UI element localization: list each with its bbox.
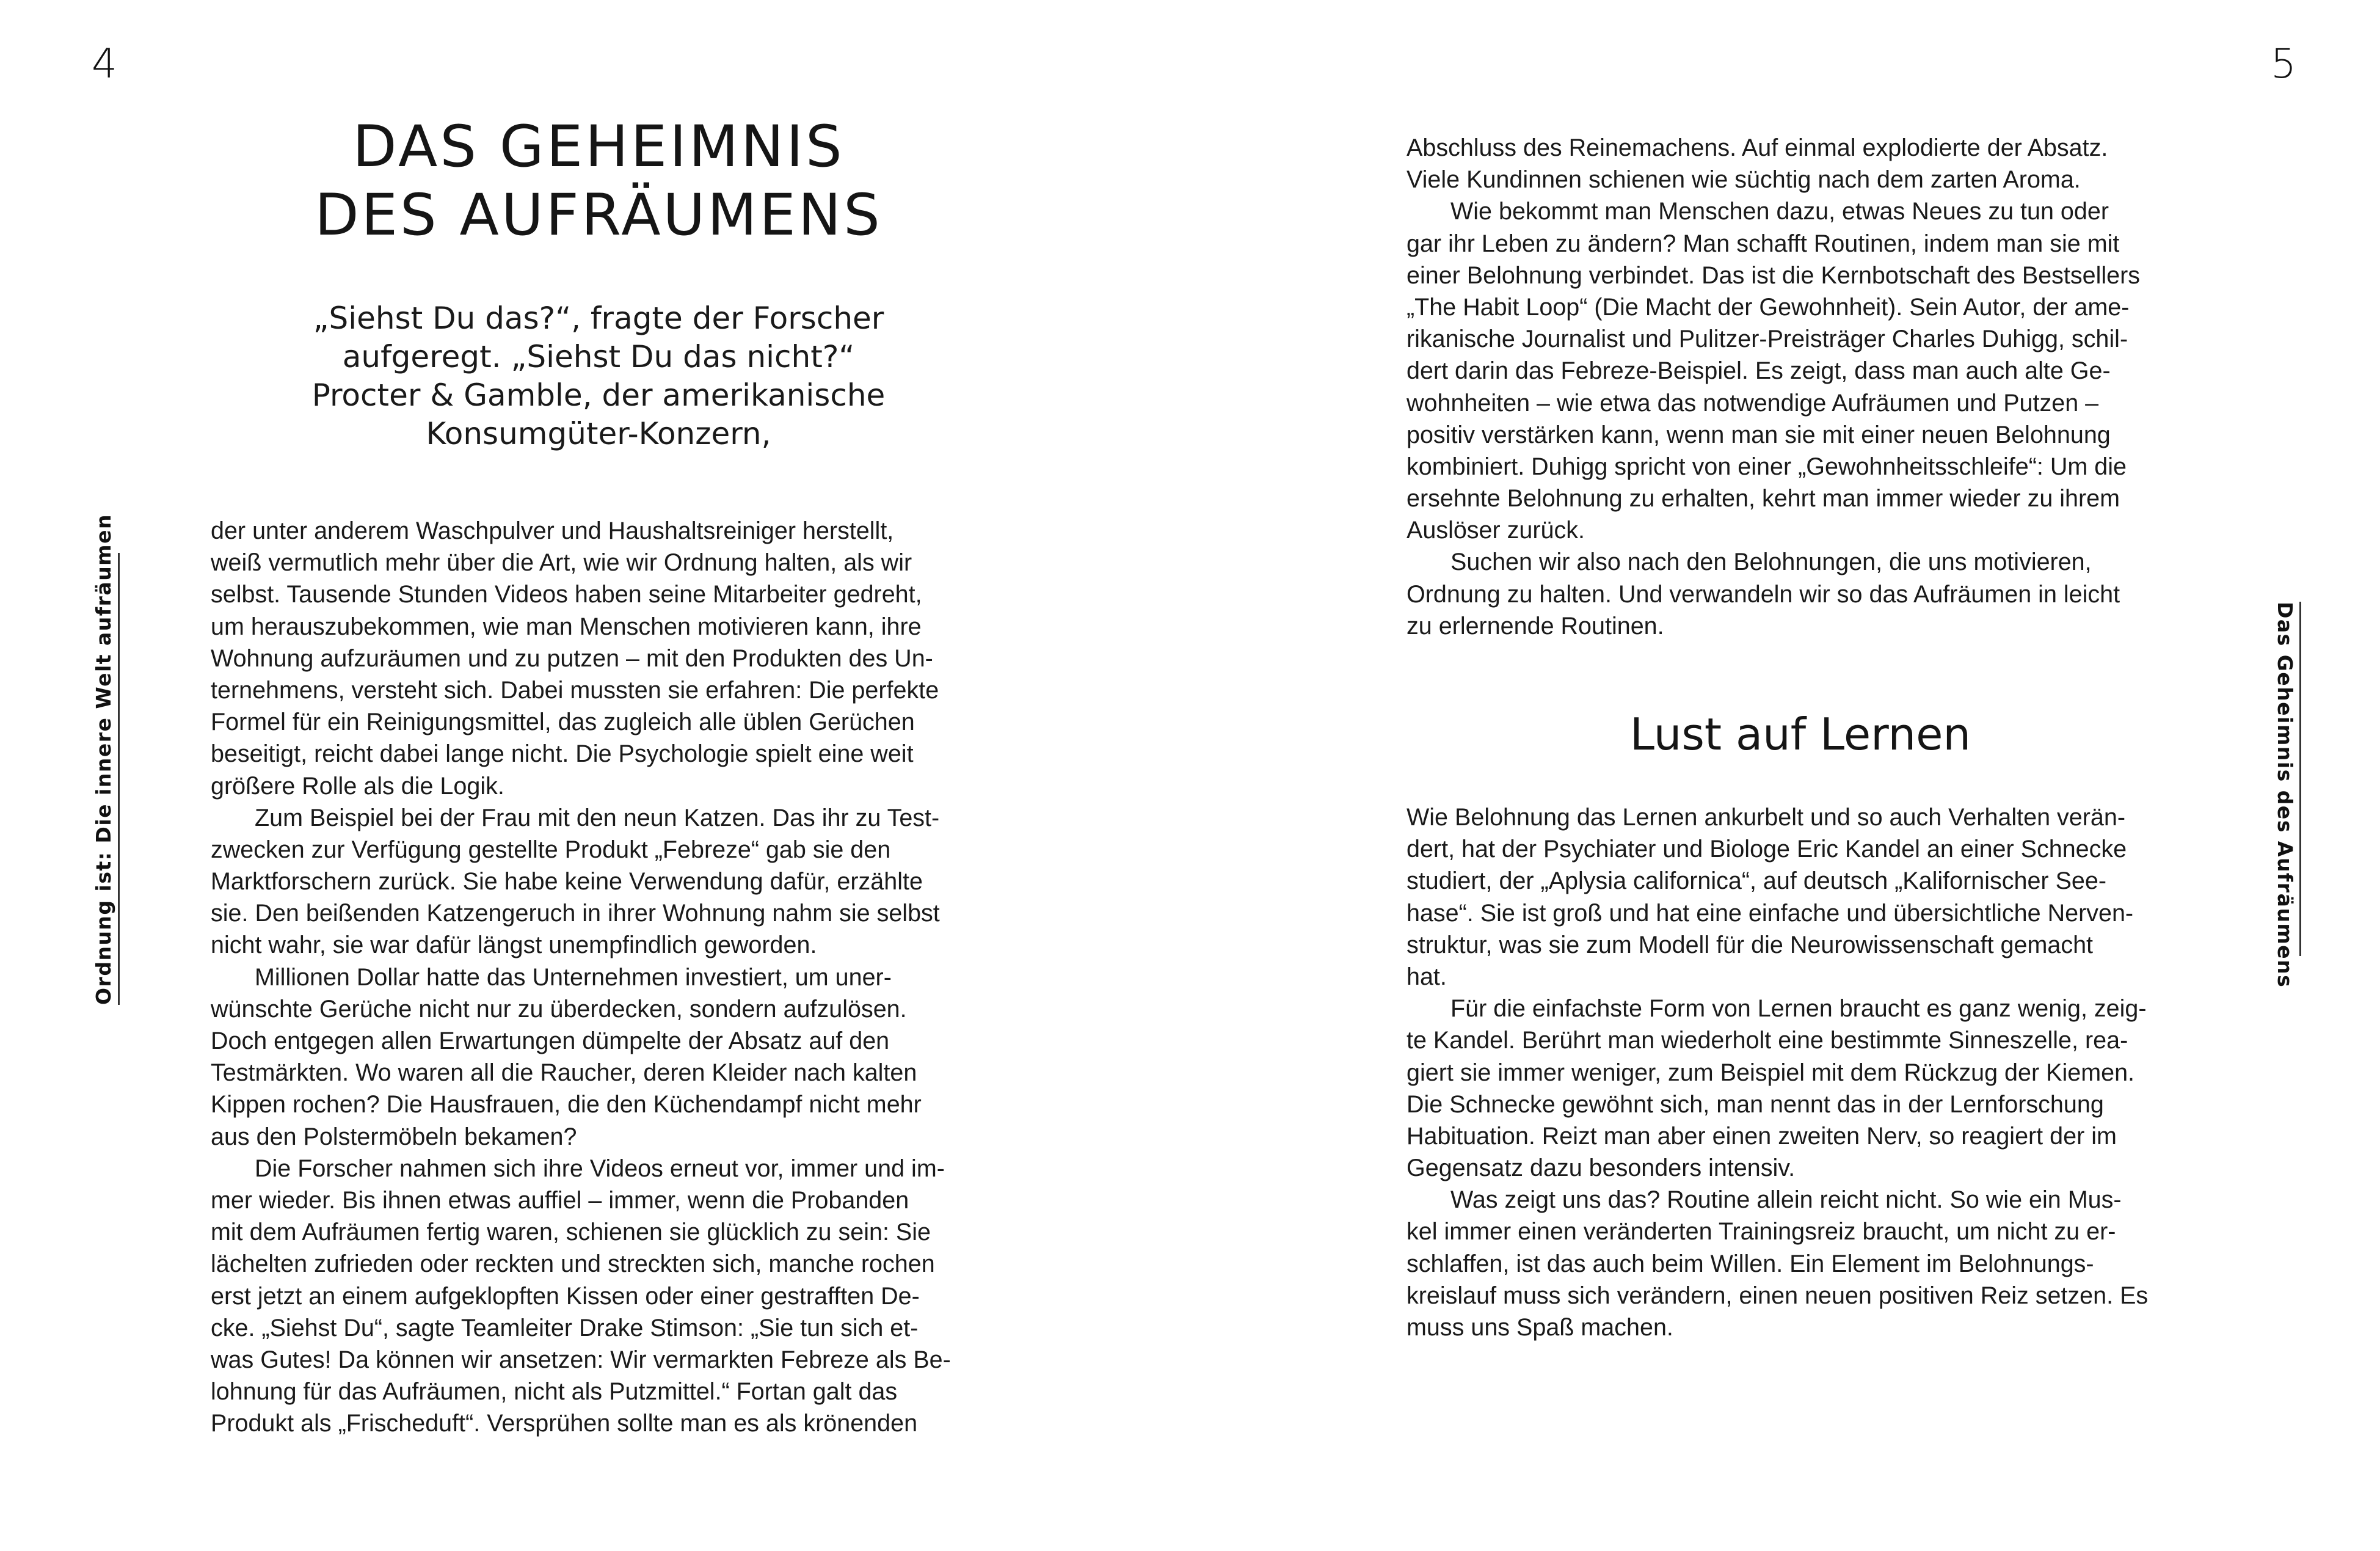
text-line: mit dem Aufräumen fertig waren, schienen sie glücklich zu sein: Sie (211, 1219, 931, 1246)
text-line: ternehmens, versteht sich. Dabei mussten sie erfahren: Die perfekte (211, 676, 939, 704)
text-line: Zum Beispiel bei der Frau mit den neun Katzen. Das ihr zu Test- (255, 804, 940, 831)
text-line: muss uns Spaß machen. (1407, 1314, 1673, 1341)
text-line: giert sie immer weniger, zum Beispiel mit dem Rückzug der Kiemen. (1407, 1059, 2135, 1086)
text-line: Marktforschern zurück. Sie habe keine Verwendung dafür, erzählte (211, 868, 923, 896)
text-line: erst jetzt an einem aufgeklopften Kissen oder einer gestrafften De- (211, 1282, 920, 1310)
text-line: mer wieder. Bis ihnen etwas auffiel – immer, wenn die Probanden (211, 1186, 909, 1214)
text-line: Wie Belohnung das Lernen ankurbelt und so auch Verhalten verän- (1407, 804, 2126, 831)
text-line: lächelten zufrieden oder reckten und streckten sich, manche rochen (211, 1250, 935, 1278)
text-line: kombiniert. Duhigg spricht von einer „Gewohnheitsschleife“: Um die (1407, 453, 2127, 480)
text-line: Viele Kundinnen schienen wie süchtig nach dem zarten Aroma. (1407, 166, 2081, 194)
text-line: Kippen rochen? Die Hausfrauen, die den Küchendampf nicht mehr (211, 1091, 922, 1119)
text-line: „The Habit Loop“ (Die Macht der Gewohnheit). Sein Autor, der ame- (1407, 293, 2130, 321)
text-line: kel immer einen veränderten Trainingsreiz braucht, um nicht zu er- (1407, 1218, 2116, 1246)
text-line: positiv verstärken kann, wenn man sie mit einer neuen Belohnung (1407, 421, 2111, 448)
text-line: aus den Polstermöbeln bekamen? (211, 1123, 577, 1150)
page-number-left: 4 (92, 40, 117, 87)
text-line: Die Schnecke gewöhnt sich, man nennt das in der Lernforschung (1407, 1090, 2104, 1118)
text-line: zwecken zur Verfügung gestellte Produkt „Febreze“ gab sie den (211, 836, 891, 863)
text-line: nicht wahr, sie war dafür längst unempfindlich geworden. (211, 932, 817, 959)
text-line: weiß vermutlich mehr über die Art, wie wir Ordnung halten, als wir (211, 549, 912, 577)
text-line: Produkt als „Frischeduft“. Versprühen sollte man es als krönenden (211, 1410, 918, 1437)
text-line: kreislauf muss sich verändern, einen neuen positiven Reiz setzen. Es (1407, 1282, 2149, 1309)
running-head-left: Ordnung ist: Die innere Welt aufräumen (92, 553, 120, 1005)
section-subheading: Lust auf Lernen (1629, 709, 1971, 760)
text-line: Millionen Dollar hatte das Unternehmen investiert, um uner- (255, 963, 892, 991)
text-line: Gegensatz dazu besonders intensiv. (1407, 1155, 1796, 1182)
text-line: der unter anderem Waschpulver und Haushaltsreiniger herstellt, (211, 517, 894, 544)
text-line: rikanische Journalist und Pulitzer-Preisträger Charles Duhigg, schil- (1407, 326, 2128, 353)
text-line: struktur, was sie zum Modell für die Neurowissenschaft gemacht (1407, 931, 2094, 958)
text-line: Abschluss des Reinemachens. Auf einmal explodierte der Absatz. (1407, 134, 2108, 161)
right-text-column-top (1407, 132, 2194, 642)
text-line: Doch entgegen allen Erwartungen dümpelte der Absatz auf den (211, 1027, 890, 1054)
text-line: größere Rolle als die Logik. (211, 772, 504, 800)
text-line: beseitigt, reicht dabei lange nicht. Die Psychologie spielt eine weit (211, 740, 914, 768)
text-line: Formel für ein Reinigungsmittel, das zugleich alle üblen Gerüchen (211, 709, 915, 736)
text-line: Auslöser zurück. (1407, 517, 1585, 544)
text-line: wünschte Gerüche nicht nur zu überdecken, sondern aufzulösen. (211, 995, 907, 1023)
text-line: dert darin das Febreze-Beispiel. Es zeigt, dass man auch alte Ge- (1407, 357, 2111, 385)
intro-line: aufgeregt. „Siehst Du das nicht?“ (342, 339, 855, 374)
text-line: schlaffen, ist das auch beim Willen. Ein Element im Belohnungs- (1407, 1250, 2094, 1277)
text-line: einer Belohnung verbindet. Das ist die Kernbotschaft des Bestsellers (1407, 261, 2141, 289)
text-line: Habituation. Reizt man aber einen zweiten Nerv, so reagiert der im (1407, 1122, 2117, 1150)
text-line: hase“. Sie ist groß und hat eine einfache und übersichtliche Nerven- (1407, 899, 2134, 927)
text-line: Testmärkten. Wo waren all die Raucher, deren Kleider nach kalten (211, 1059, 917, 1087)
intro-line: Konsumgüter-Konzern, (426, 416, 771, 451)
left-text-column (211, 515, 999, 1439)
intro-line: „Siehst Du das?“, fragte der Forscher (313, 301, 884, 336)
text-line: Was zeigt uns das? Routine allein reicht nicht. So wie ein Mus- (1450, 1186, 2122, 1214)
intro-line: Procter & Gamble, der amerikanische (311, 378, 886, 413)
text-line: Für die einfachste Form von Lernen braucht es ganz wenig, zeig- (1450, 995, 2147, 1023)
chapter-title (183, 113, 1014, 250)
intro-lead (183, 299, 1014, 453)
text-line: Die Forscher nahmen sich ihre Videos erneut vor, immer und im- (255, 1155, 945, 1182)
running-head-right: Das Geheimnis des Aufräumens (2273, 602, 2301, 956)
text-line: studiert, der „Aplysia californica“, auf deutsch „Kalifornischer See- (1407, 867, 2107, 895)
right-text-column-bottom (1407, 801, 2194, 1343)
text-line: cke. „Siehst Du“, sagte Teamleiter Drake Stimson: „Sie tun sich et- (211, 1314, 919, 1341)
text-line: ersehnte Belohnung zu erhalten, kehrt man immer wieder zu ihrem (1407, 485, 2120, 513)
chapter-title-line: DES AUFRÄUMENS (315, 182, 882, 249)
text-line: Ordnung zu halten. Und verwandeln wir so das Aufräumen in leicht (1407, 580, 2120, 608)
text-line: Suchen wir also nach den Belohnungen, die uns motivieren, (1450, 549, 2092, 576)
text-line: Wohnung aufzuräumen und zu putzen – mit den Produkten des Un- (211, 644, 933, 672)
text-line: hat. (1407, 963, 1447, 990)
text-line: dert, hat der Psychiater und Biologe Eric Kandel an einer Schnecke (1407, 836, 2127, 863)
text-line: um herauszubekommen, wie man Menschen motivieren kann, ihre (211, 613, 922, 640)
text-line: selbst. Tausende Stunden Videos haben seine Mitarbeiter gedreht, (211, 581, 922, 608)
chapter-title-line: DAS GEHEIMNIS (352, 114, 845, 180)
text-line: zu erlernende Routinen. (1407, 612, 1664, 640)
text-line: gar ihr Leben zu ändern? Man schafft Routinen, indem man sie mit (1407, 230, 2120, 257)
text-line: sie. Den beißenden Katzengeruch in ihrer Wohnung nahm sie selbst (211, 900, 940, 927)
text-line: was Gutes! Da können wir ansetzen: Wir vermarkten Febreze als Be- (211, 1346, 951, 1373)
text-line: te Kandel. Berührt man wiederholt eine bestimmte Sinneszelle, rea- (1407, 1027, 2128, 1054)
text-line: lohnung für das Aufräumen, nicht als Putzmittel.“ Fortan galt das (211, 1378, 898, 1406)
page-number-right: 5 (2271, 40, 2296, 87)
text-line: wohnheiten – wie etwa das notwendige Aufräumen und Putzen – (1407, 389, 2099, 417)
text-line: Wie bekommt man Menschen dazu, etwas Neues zu tun oder (1450, 198, 2109, 225)
